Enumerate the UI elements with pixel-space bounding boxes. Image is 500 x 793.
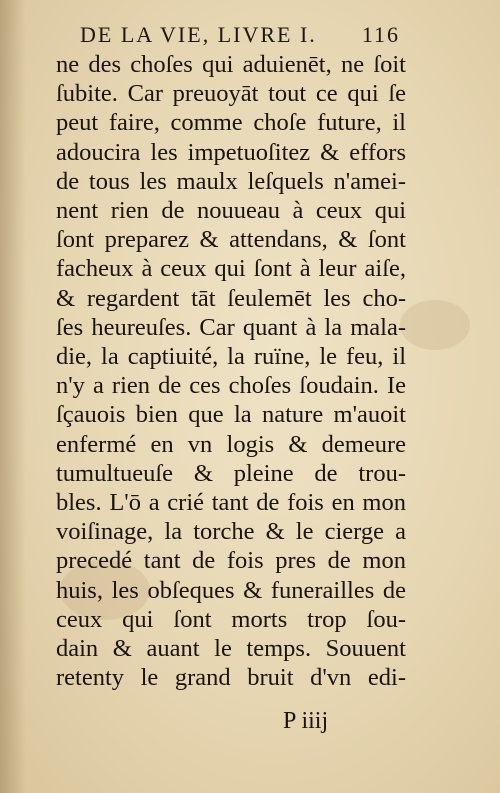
text-line: ne des choſes qui aduienēt, ne ſoit [56, 51, 406, 78]
gutter-shadow [0, 0, 26, 793]
text-line: & regardent tāt ſeulemēt les cho- [56, 284, 406, 312]
text-line: peut faire, comme choſe future, il [56, 109, 406, 137]
text-line: die, la captiuité, la ruïne, le feu, il [56, 343, 406, 371]
body-text [56, 50, 406, 692]
foxing-spot [400, 300, 470, 350]
text-line: tumultueuſe & pleine de trou- [56, 459, 406, 487]
text-line: retenty le grand bruit d'vn edi- [56, 664, 406, 692]
text-line: n'y a rien de ces choſes ſoudain. Ie [56, 372, 406, 400]
page-number: 116 [361, 22, 400, 47]
page-header [80, 22, 400, 52]
text-line: precedé tant de fois pres de mon [56, 547, 406, 575]
text-line: voiſinage, la torche & le cierge a [56, 518, 406, 546]
text-line: bles. L'ō a crié tant de fois en mon [56, 489, 406, 517]
text-line: enfermé en vn logis & demeure [56, 430, 406, 458]
text-line: ſont preparez & attendans, & ſont [56, 226, 406, 254]
signature-mark: P iiij [283, 708, 329, 734]
text-line: adoucira les impetuoſitez & effors [56, 138, 406, 166]
text-line: dain & auant le temps. Souuent [56, 635, 406, 663]
text-line: nent rien de nouueau à ceux qui [56, 197, 406, 225]
text-line: ſes heureuſes. Car quant à la mala- [56, 313, 406, 341]
text-line: ſçauois bien que la nature m'auoit [56, 401, 406, 429]
text-line: facheux à ceux qui ſont à leur aiſe, [56, 255, 406, 283]
running-head: DE LA VIE, LIVRE I. [80, 22, 317, 47]
text-line: ceux qui ſont morts trop ſou- [56, 605, 406, 633]
text-line: huis, les obſeques & funerailles de [56, 576, 406, 604]
text-line: de tous les maulx leſquels n'amei- [56, 167, 406, 195]
text-line: ſubite. Car preuoyāt tout ce qui ſe [56, 80, 406, 108]
